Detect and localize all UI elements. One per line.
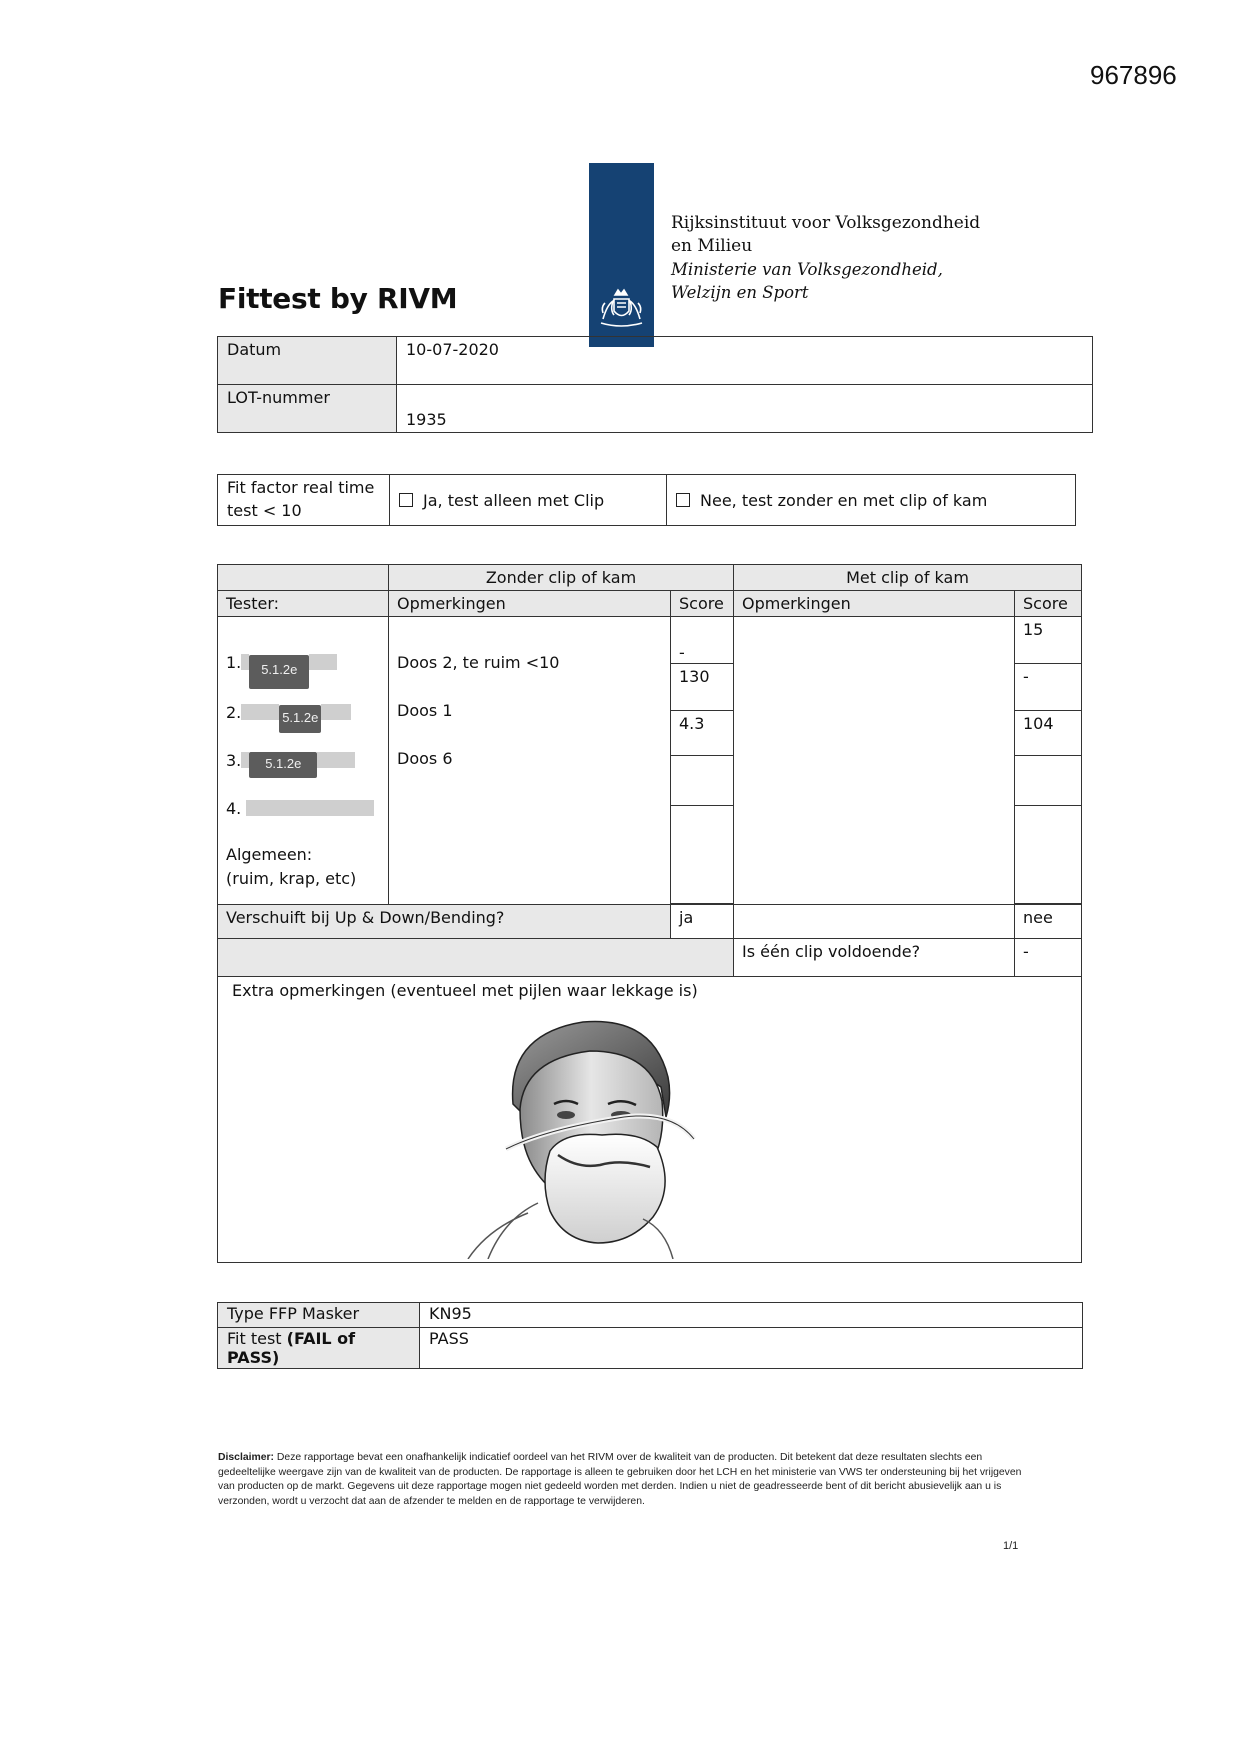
score-met-header: Score [1015, 591, 1082, 617]
redaction-box: 5.1.2e [279, 705, 321, 733]
opm-3: Doos 6 [397, 749, 453, 768]
page-number: 1/1 [1003, 1540, 1019, 1552]
lot-label: LOT-nummer [218, 385, 397, 433]
verschuift-met: nee [1015, 905, 1082, 939]
opmerkingen-met-list [734, 617, 1015, 905]
checkbox-icon[interactable] [399, 493, 413, 507]
tester-4: 4. [226, 785, 380, 833]
score-zonder-1: - [671, 617, 734, 664]
score-met-algemeen [1015, 806, 1082, 904]
org-line-4: Welzijn en Sport [671, 283, 809, 302]
info-table [217, 336, 1093, 433]
extra-label: Extra opmerkingen (eventueel met pijlen waar lekkage is) [232, 981, 698, 1000]
tester-list [218, 617, 389, 905]
results-table [217, 564, 1082, 1263]
org-line-3: Ministerie van Volksgezondheid, [671, 260, 943, 279]
clip-row-shade [218, 939, 734, 977]
score-zonder-algemeen [671, 806, 734, 904]
document-id: 967896 [1090, 60, 1177, 90]
fitfactor-option-ja[interactable] [390, 475, 667, 526]
group-met-header: Met clip of kam [734, 565, 1082, 591]
tester-1: 1. 5.1.2e [226, 639, 380, 689]
option-ja-label: Ja, test alleen met Clip [423, 490, 605, 510]
score-zonder-header: Score [671, 591, 734, 617]
opm-1: Doos 2, te ruim <10 [397, 653, 560, 672]
algemeen-label: Algemeen: (ruim, krap, etc) [226, 845, 357, 888]
score-met-4 [1015, 756, 1082, 806]
opmerkingen-zonder-list [389, 617, 671, 905]
rijksoverheid-logo-band [589, 163, 654, 347]
fitfactor-label-line2: test < 10 [227, 501, 302, 520]
fitfactor-option-nee[interactable] [667, 475, 1076, 526]
lot-value: 1935 [397, 385, 1093, 433]
score-met-1: 15 [1015, 617, 1082, 664]
checkbox-icon[interactable] [676, 493, 690, 507]
score-zonder-3: 4.3 [671, 711, 734, 756]
opmerkingen-zonder-header: Opmerkingen [389, 591, 671, 617]
fitfactor-table [217, 474, 1076, 526]
summary-table [217, 1302, 1083, 1369]
option-nee-label: Nee, test zonder en met clip of kam [700, 490, 988, 510]
tester-3: 3. 5.1.2e [226, 737, 380, 785]
disclaimer [218, 1451, 1030, 1509]
royal-coat-of-arms-icon [589, 163, 654, 347]
opm-2: Doos 1 [397, 701, 453, 720]
tester-header: Tester: [218, 591, 389, 617]
results-corner [218, 565, 389, 591]
disclaimer-label: Disclaimer: [218, 1452, 275, 1463]
group-zonder-header: Zonder clip of kam [389, 565, 734, 591]
org-line-1: Rijksinstituut voor Volksgezondheid [671, 213, 981, 233]
organisation-name [671, 212, 980, 304]
opmerkingen-met-header: Opmerkingen [734, 591, 1015, 617]
redaction-box: 5.1.2e [249, 752, 317, 778]
clip-label: Is één clip voldoende? [734, 939, 1015, 977]
score-zonder-4 [671, 756, 734, 806]
datum-value: 10-07-2020 [397, 337, 1093, 385]
document-title: Fittest by RIVM [218, 282, 458, 315]
type-value: KN95 [420, 1303, 1083, 1328]
redaction-box: 5.1.2e [249, 655, 309, 689]
tester-2: 2. 5.1.2e [226, 689, 380, 737]
type-label: Type FFP Masker [218, 1303, 420, 1328]
fitfactor-label-line1: Fit factor real time [227, 478, 375, 497]
verschuift-zonder: ja [671, 905, 734, 939]
org-line-2: en Milieu [671, 236, 753, 256]
score-met-2: - [1015, 664, 1082, 711]
face-mask-illustration [458, 1009, 718, 1259]
fit-value: PASS [420, 1328, 1083, 1369]
score-met-3: 104 [1015, 711, 1082, 756]
verschuift-met-empty [734, 905, 1015, 939]
verschuift-label: Verschuift bij Up & Down/Bending? [218, 905, 671, 939]
fitfactor-label [218, 475, 390, 526]
disclaimer-text: Deze rapportage bevat een onafhankelijk indicatief oordeel van het RIVM over de kwaliteit van de producten. Dit betekent dat deze resultaten slechts een gedeeltelijke weergave zijn van de kwaliteit van de producten. De rapportage is alleen te gebruiken door het LCH en het ministerie van VWS ter ondersteuning bij het vrijgeven van producten op de markt. Gegevens uit deze rapportage mogen niet gedeeld worden met derden. Indien u niet de geadresseerde bent of dit bericht abusievelijk aan u is verzonden, wordt u verzocht dat aan de afzender te melden en de rapportage te verwijderen. [218, 1452, 1022, 1507]
clip-value: - [1015, 939, 1082, 977]
extra-opmerkingen[interactable] [218, 977, 1082, 1263]
fit-label: Fit test (FAIL of PASS) [218, 1328, 420, 1369]
datum-label: Datum [218, 337, 397, 385]
score-zonder-2: 130 [671, 664, 734, 711]
